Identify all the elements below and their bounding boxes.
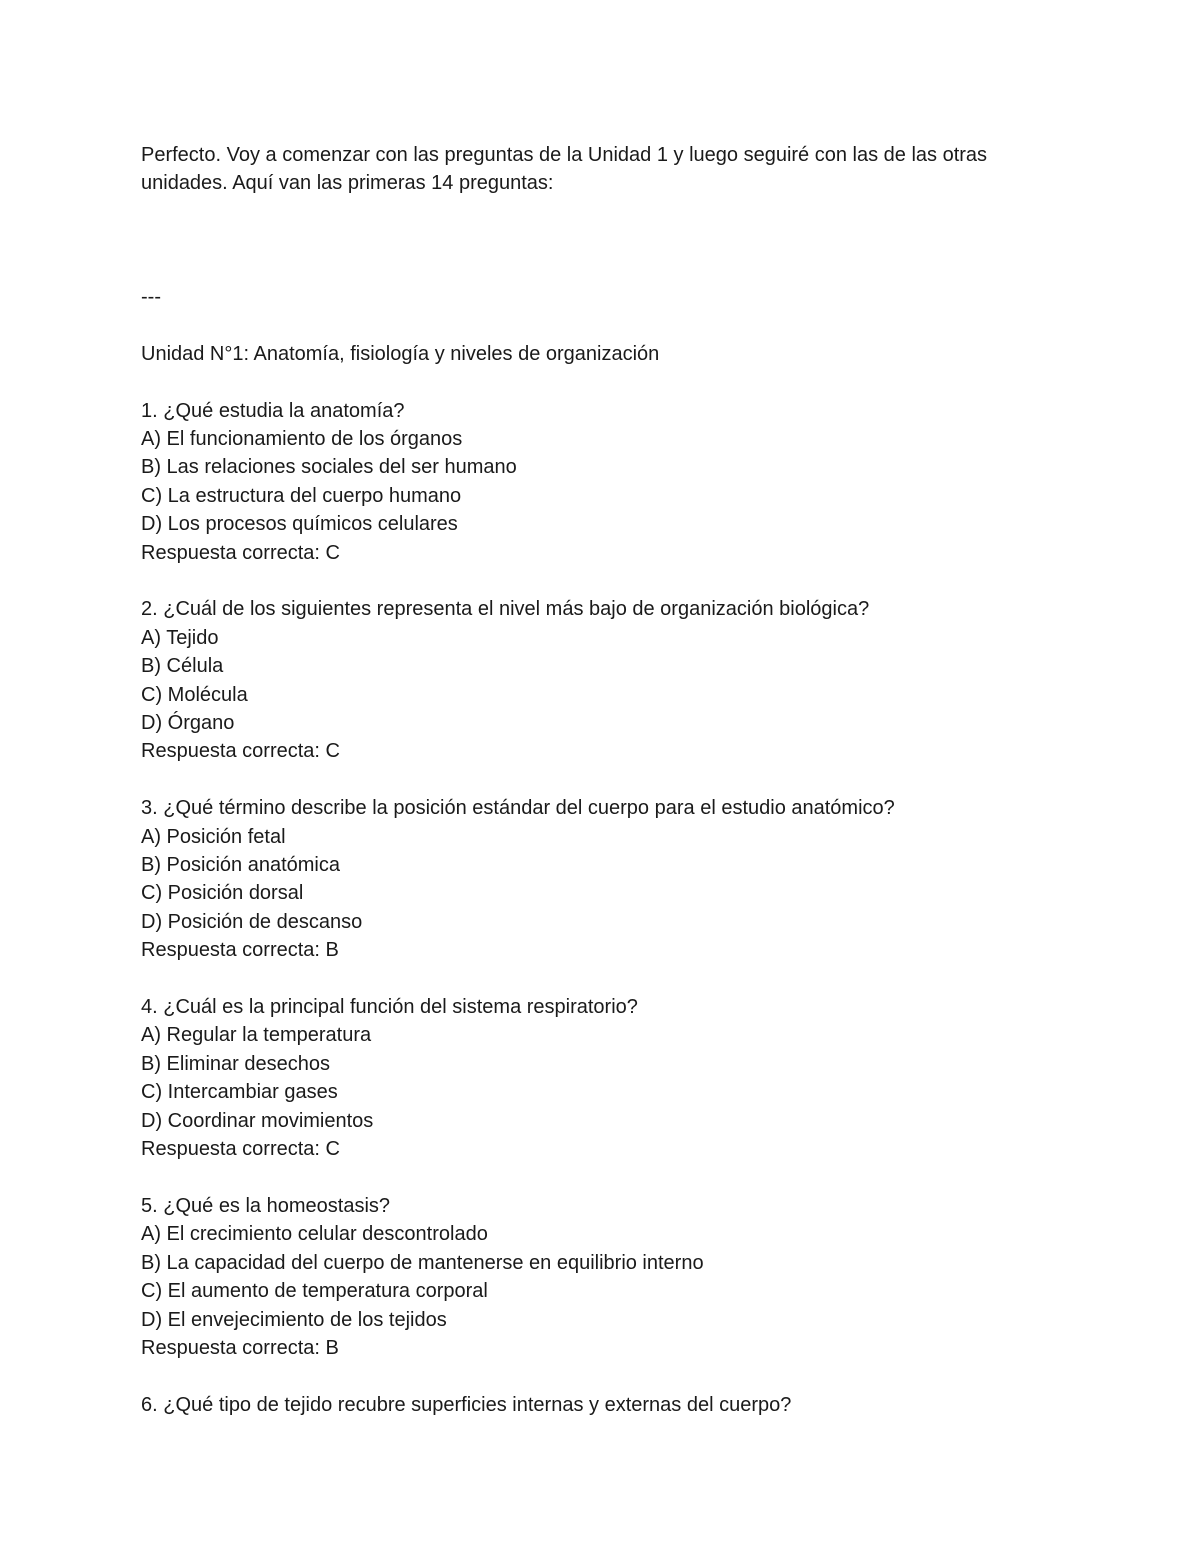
option-c: C) El aumento de temperatura corporal [141, 1280, 488, 1303]
question-4 [141, 993, 1071, 1163]
question-5 [141, 1192, 1071, 1362]
question-1 [141, 397, 1071, 567]
option-a: A) Posición fetal [141, 825, 286, 848]
document-content [141, 141, 1071, 1419]
option-d: D) Los procesos químicos celulares [141, 513, 458, 536]
option-b: B) Las relaciones sociales del ser humano [141, 456, 517, 479]
question-text: 1. ¿Qué estudia la anatomía? [141, 399, 405, 422]
option-d: D) Órgano [141, 712, 235, 735]
correct-answer: Respuesta correcta: B [141, 939, 339, 962]
option-a: A) El funcionamiento de los órganos [141, 428, 463, 450]
separator: --- [141, 286, 161, 308]
option-d: D) Posición de descanso [141, 910, 363, 933]
option-b: B) Célula [141, 655, 224, 678]
intro-paragraph [141, 141, 1071, 198]
question-text: 4. ¿Cuál es la principal función del sistema respiratorio? [141, 996, 638, 1019]
question-text: 5. ¿Qué es la homeostasis? [141, 1194, 391, 1217]
option-d: D) El envejecimiento de los tejidos [141, 1308, 447, 1331]
option-b: B) Eliminar desechos [141, 1052, 330, 1075]
question-text: 3. ¿Qué término describe la posición estándar del cuerpo para el estudio anatómico? [141, 797, 895, 820]
question-text: 2. ¿Cuál de los siguientes representa el nivel más bajo de organización biológica? [141, 598, 870, 621]
option-a: A) Regular la temperatura [141, 1024, 372, 1047]
question-3 [141, 794, 1071, 964]
question-6 [141, 1391, 1071, 1419]
option-c: C) Molécula [141, 683, 248, 706]
correct-answer: Respuesta correcta: C [141, 541, 340, 564]
option-a: A) Tejido [141, 626, 219, 649]
unit-title: Unidad N°1: Anatomía, fisiología y niveles de organización [141, 342, 660, 365]
correct-answer: Respuesta correcta: B [141, 1336, 339, 1359]
intro-line-1: Perfecto. Voy a comenzar con las preguntas de la Unidad 1 y luego seguiré con las de las otras [141, 144, 988, 166]
correct-answer: Respuesta correcta: C [141, 740, 340, 763]
option-c: C) Posición dorsal [141, 882, 304, 905]
question-text: 6. ¿Qué tipo de tejido recubre superficies internas y externas del cuerpo? [141, 1393, 792, 1416]
correct-answer: Respuesta correcta: C [141, 1138, 340, 1161]
option-b: B) Posición anatómica [141, 854, 340, 877]
option-a: A) El crecimiento celular descontrolado [141, 1223, 488, 1246]
option-c: C) Intercambiar gases [141, 1081, 338, 1104]
question-2 [141, 595, 1071, 765]
option-b: B) La capacidad del cuerpo de mantenerse en equilibrio interno [141, 1251, 704, 1274]
option-d: D) Coordinar movimientos [141, 1109, 374, 1132]
intro-line-2: unidades. Aquí van las primeras 14 preguntas: [141, 172, 554, 195]
option-c: C) La estructura del cuerpo humano [141, 484, 462, 507]
